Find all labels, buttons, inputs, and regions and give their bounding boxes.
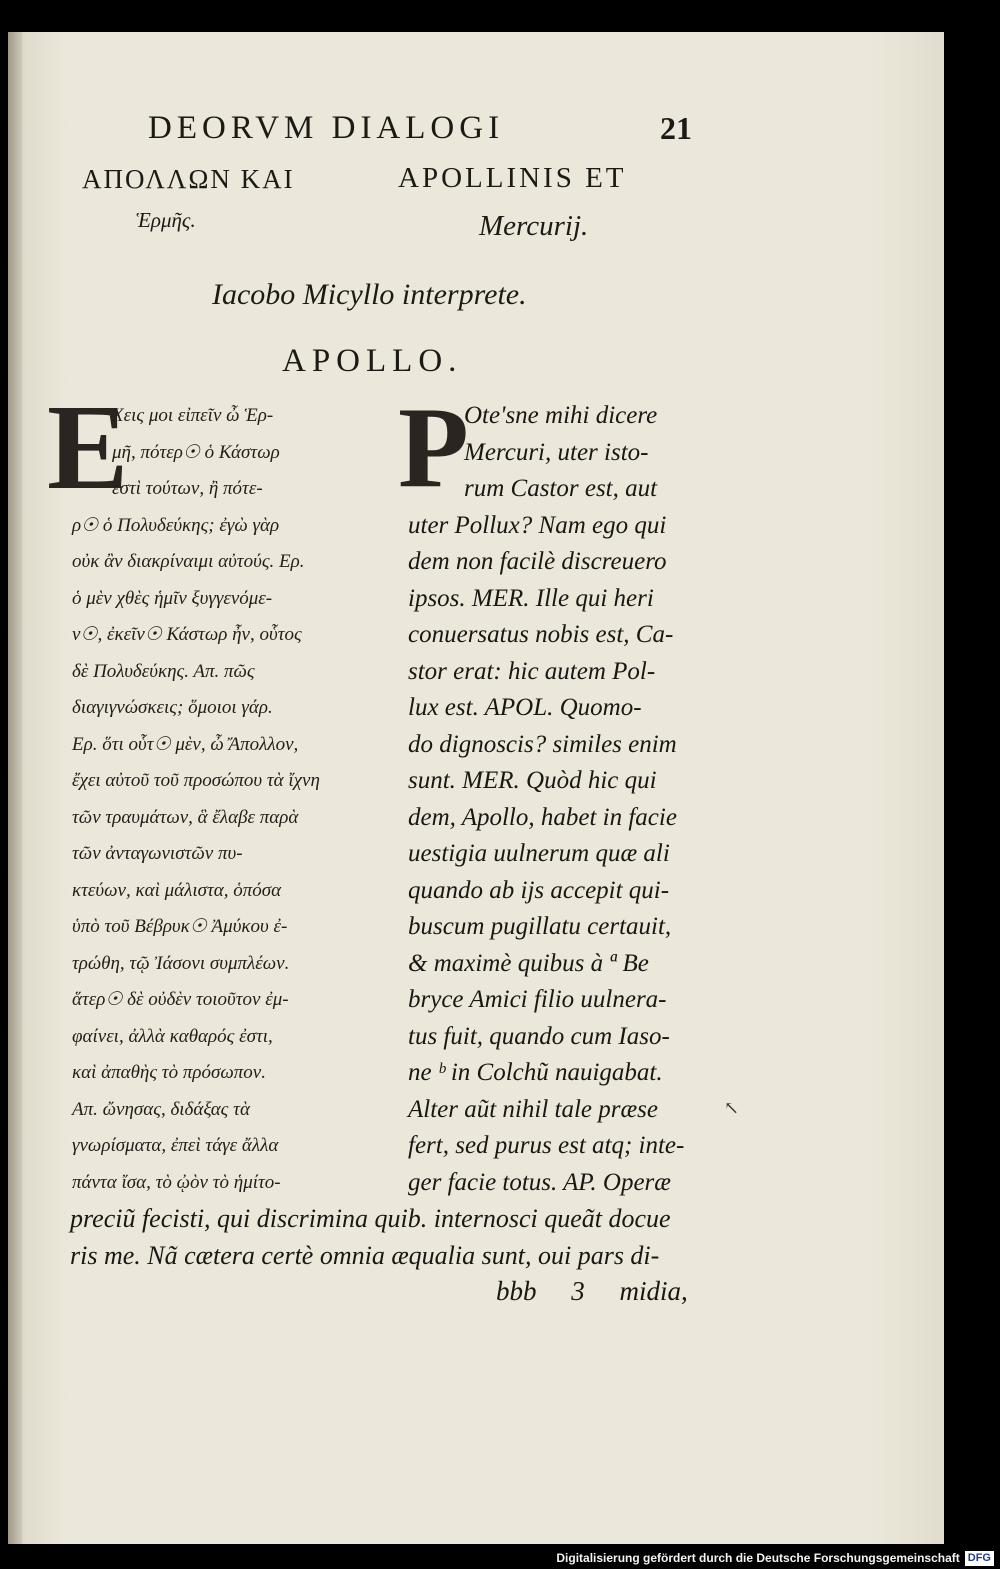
greek-line: Ερ. ὅτι οὗτ☉ μὲν, ὦ Ἄπολλον, — [72, 733, 299, 755]
latin-line: fert, sed purus est atq; inte- — [408, 1132, 685, 1159]
greek-line: Χεις μοι εἰπεῖν ὦ Ἑρ- — [112, 405, 274, 426]
greek-line: ν☉, ἐκεῖν☉ Κάστωρ ἦν, οὗτος — [72, 624, 302, 645]
greek-line: ρ☉ ὁ Πολυδεύκης; ἐγὼ γὰρ — [72, 514, 280, 536]
greek-line: πάντα ἴσα, τὸ ᾠὸν τὸ ἡμίτο- — [72, 1171, 281, 1193]
margin-mark: ↖ — [724, 1098, 740, 1118]
greek-heading-line2: Ἑρμῆς. — [136, 208, 196, 232]
greek-line: φαίνει, ἀλλὰ καθαρός ἐστι, — [72, 1025, 273, 1047]
latin-line: uter Pollux? Nam ego qui — [408, 511, 667, 539]
greek-line: γνωρίσματα, ἐπεὶ τάγε ἄλλα — [72, 1135, 279, 1156]
greek-drop-initial: E — [47, 380, 129, 515]
greek-line: δὲ Πολυδεύκης. Απ. πῶς — [72, 660, 255, 682]
greek-line: μῆ, πότερ☉ ὁ Κάστωρ — [112, 441, 280, 463]
greek-line: διαγιγνώσκεις; ὅμοιοι γάρ. — [72, 697, 273, 718]
greek-line: Απ. ὤνησας, διδάξας τὰ — [72, 1098, 250, 1120]
greek-line: ἔχει αὐτοῦ τοῦ προσώπου τὰ ἴχνη — [72, 770, 320, 791]
signature-line — [496, 1276, 716, 1307]
greek-line: ὁ μὲν χθὲς ἡμῖν ξυγγενόμε- — [72, 587, 273, 609]
greek-line: ἐστὶ τούτων, ἢ πότε- — [112, 478, 263, 499]
greek-line: τῶν ἀνταγωνιστῶν πυ- — [72, 843, 243, 864]
latin-line: & maximè quibus à ª Be — [408, 949, 649, 977]
greek-heading-line1: ΑΠΟΛΛΩΝ ΚΑΙ — [82, 164, 295, 194]
latin-line: bryce Amici filio uulnera- — [408, 986, 667, 1013]
greek-line: οὐκ ἂν διακρίναιμι αὐτούς. Ερ. — [72, 551, 305, 572]
latin-line: quando ab ijs accepit qui- — [408, 876, 670, 904]
latin-line: ipsos. MER. Ille qui heri — [408, 584, 654, 612]
latin-line: dem, Apollo, habet in facie — [408, 803, 677, 831]
latin-line: lux est. APOL. Quomo- — [408, 694, 642, 721]
greek-text-column — [72, 398, 388, 1201]
latin-drop-initial: P — [398, 384, 469, 512]
greek-line: κτεύων, καὶ μάλιστα, ὁπόσα — [72, 879, 282, 901]
signature-mark: bbb — [496, 1276, 537, 1306]
translator-credit: Iacobo Micyllo interprete. — [212, 278, 527, 311]
greek-line: ἅτερ☉ δὲ οὐδὲν τοιοῦτον ἐμ- — [72, 989, 289, 1010]
latin-line: rum Castor est, aut — [464, 475, 658, 502]
funding-footer — [550, 1547, 1000, 1569]
latin-text-column — [408, 398, 708, 1201]
page-gutter-edge — [8, 32, 22, 1544]
signature-number: 3 — [571, 1276, 585, 1306]
dfg-logo: DFG — [965, 1551, 994, 1566]
greek-line: τῶν τραυμάτων, ἃ ἔλαβε παρὰ — [72, 806, 299, 828]
running-title: DEORVM DIALOGI — [148, 110, 505, 146]
latin-line: uestigia uulnerum quæ ali — [408, 840, 670, 867]
latin-line: do dignoscis? similes enim — [408, 730, 677, 758]
latin-line: tus fuit, quando cum Iaso- — [408, 1022, 670, 1050]
speaker-heading: APOLLO. — [282, 343, 463, 379]
latin-line: conuersatus nobis est, Ca- — [408, 621, 674, 648]
latin-line: buscum pugillatu certauit, — [408, 913, 672, 940]
latin-line: Mercuri, uter isto- — [464, 438, 649, 466]
latin-line: sunt. MER. Quòd hic qui — [408, 767, 657, 794]
full-width-line: preciũ fecisti, qui discrimina quib. internosci queãt docue — [70, 1204, 671, 1233]
latin-line: dem non facilè discreuero — [408, 548, 667, 575]
latin-line: stor erat: hic autem Pol- — [408, 657, 656, 685]
full-width-line: ris me. Nã cætera certè omnia æqualia sunt, oui pars di- — [70, 1241, 660, 1270]
greek-line: τρώθη, τῷ Ἰάσονι συμπλέων. — [72, 952, 290, 974]
catchword: midia, — [619, 1276, 688, 1306]
latin-heading-line1: APOLLINIS ET — [398, 162, 627, 194]
latin-line: ne ᵇ in Colchũ nauigabat. — [408, 1059, 663, 1086]
latin-line: ger facie totus. AP. Operæ — [408, 1168, 671, 1196]
footer-text: Digitalisierung gefördert durch die Deutsche Forschungsgemeinschaft — [556, 1551, 960, 1565]
greek-line: ὑπὸ τοῦ Βέβρυκ☉ Ἀμύκου ἐ- — [72, 916, 288, 937]
latin-line: Ote'sne mihi dicere — [464, 402, 658, 429]
latin-line: Alter aũt nihil tale præse — [408, 1095, 658, 1123]
latin-heading-line2: Mercurij. — [479, 210, 589, 242]
page-number: 21 — [660, 110, 692, 146]
greek-line: καὶ ἀπαθὴς τὸ πρόσωπον. — [72, 1062, 266, 1083]
